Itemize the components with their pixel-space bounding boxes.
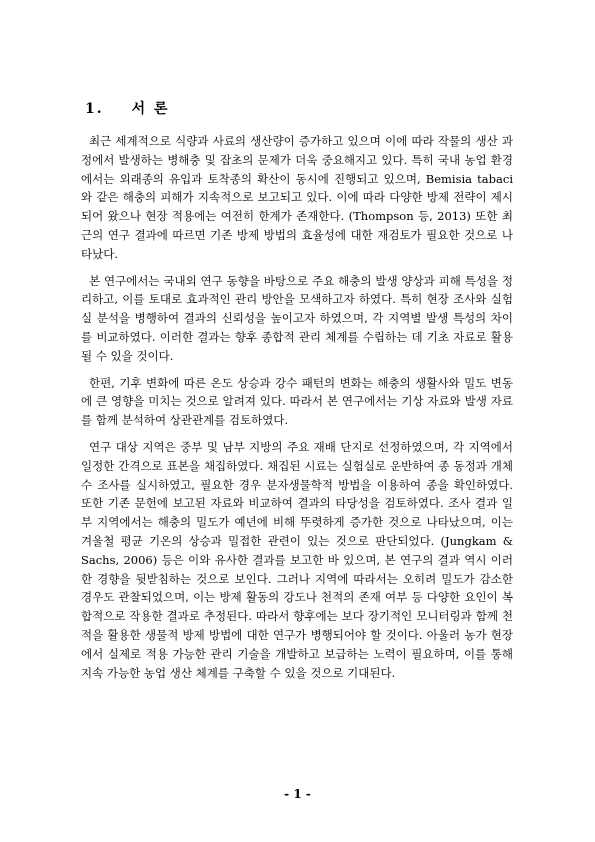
body-text xyxy=(81,132,513,690)
paragraph: 최근 세계적으로 식량과 사료의 생산량이 증가하고 있으며 이에 따라 작물의 생산 과정에서 발생하는 병해충 및 잡초의 문제가 더욱 중요해지고 있다. 특히 국내 농업 환경에서는 외래종의 유입과 토착종의 확산이 동시에 진행되고 있으며, Bemisia tabaci 와 같은 해충의 피해가 지속적으로 보고되고 있다. 이에 따라 다양한 방제 전략이 제시되어 왔으나 현장 적용에는 여전히 한계가 존재한다. (Thompson 등, 2013) 또한 최근의 연구 결과에 따르면 기존 방제 방법의 효율성에 대한 재검토가 필요한 것으로 나타났다. xyxy=(81,134,513,261)
section-heading xyxy=(85,98,170,118)
paragraph: 본 연구에서는 국내외 연구 동향을 바탕으로 주요 해충의 발생 양상과 피해 특성을 정리하고, 이를 토대로 효과적인 관리 방안을 모색하고자 하였다. 특히 현장 조사와 실험실 분석을 병행하여 결과의 신뢰성을 높이고자 하였으며, 각 지역별 발생 특성의 차이를 비교하였다. 이러한 결과는 향후 종합적 관리 체계를 수립하는 데 기초 자료로 활용될 수 있을 것이다. xyxy=(81,273,513,363)
page-number: - 1 - xyxy=(284,787,311,801)
paragraph: 한편, 기후 변화에 따른 온도 상승과 강수 패턴의 변화는 해충의 생활사와 밀도 변동에 큰 영향을 미치는 것으로 알려져 있다. 따라서 본 연구에서는 기상 자료와 발생 자료를 함께 분석하여 상관관계를 검토하였다. xyxy=(81,375,513,428)
section-title: 서 론 xyxy=(131,101,170,117)
paragraph: 연구 대상 지역은 중부 및 남부 지방의 주요 재배 단지로 선정하였으며, 각 지역에서 일정한 간격으로 표본을 채집하였다. 채집된 시료는 실험실로 운반하여 종 동정과 개체수 조사를 실시하였고, 필요한 경우 분자생물학적 방법을 이용하여 종을 확인하였다. 또한 기존 문헌에 보고된 자료와 비교하여 결과의 타당성을 검토하였다. 조사 결과 일부 지역에서는 해충의 밀도가 예년에 비해 뚜렷하게 증가한 것으로 나타났으며, 이는 겨울철 평균 기온의 상승과 밀접한 관련이 있는 것으로 판단되었다. (Jungkam & Sachs, 2006) 등은 이와 유사한 결과를 보고한 바 있으며, 본 연구의 결과 역시 이러한 경향을 뒷받침하는 것으로 보인다. 그러나 지역에 따라서는 오히려 밀도가 감소한 경우도 관찰되었으며, 이는 방제 활동의 강도나 천적의 존재 여부 등 다양한 요인이 복합적으로 작용한 결과로 추정된다. 따라서 향후에는 보다 장기적인 모니터링과 함께 천적을 활용한 생물적 방제 방법에 대한 연구가 병행되어야 할 것이다. 아울러 농가 현장에서 실제로 적용 가능한 관리 기술을 개발하고 보급하는 노력이 필요하며, 이를 통해 지속 가능한 농업 생산 체계를 구축할 수 있을 것으로 기대된다. xyxy=(81,439,513,680)
section-number: 1. xyxy=(85,101,104,117)
